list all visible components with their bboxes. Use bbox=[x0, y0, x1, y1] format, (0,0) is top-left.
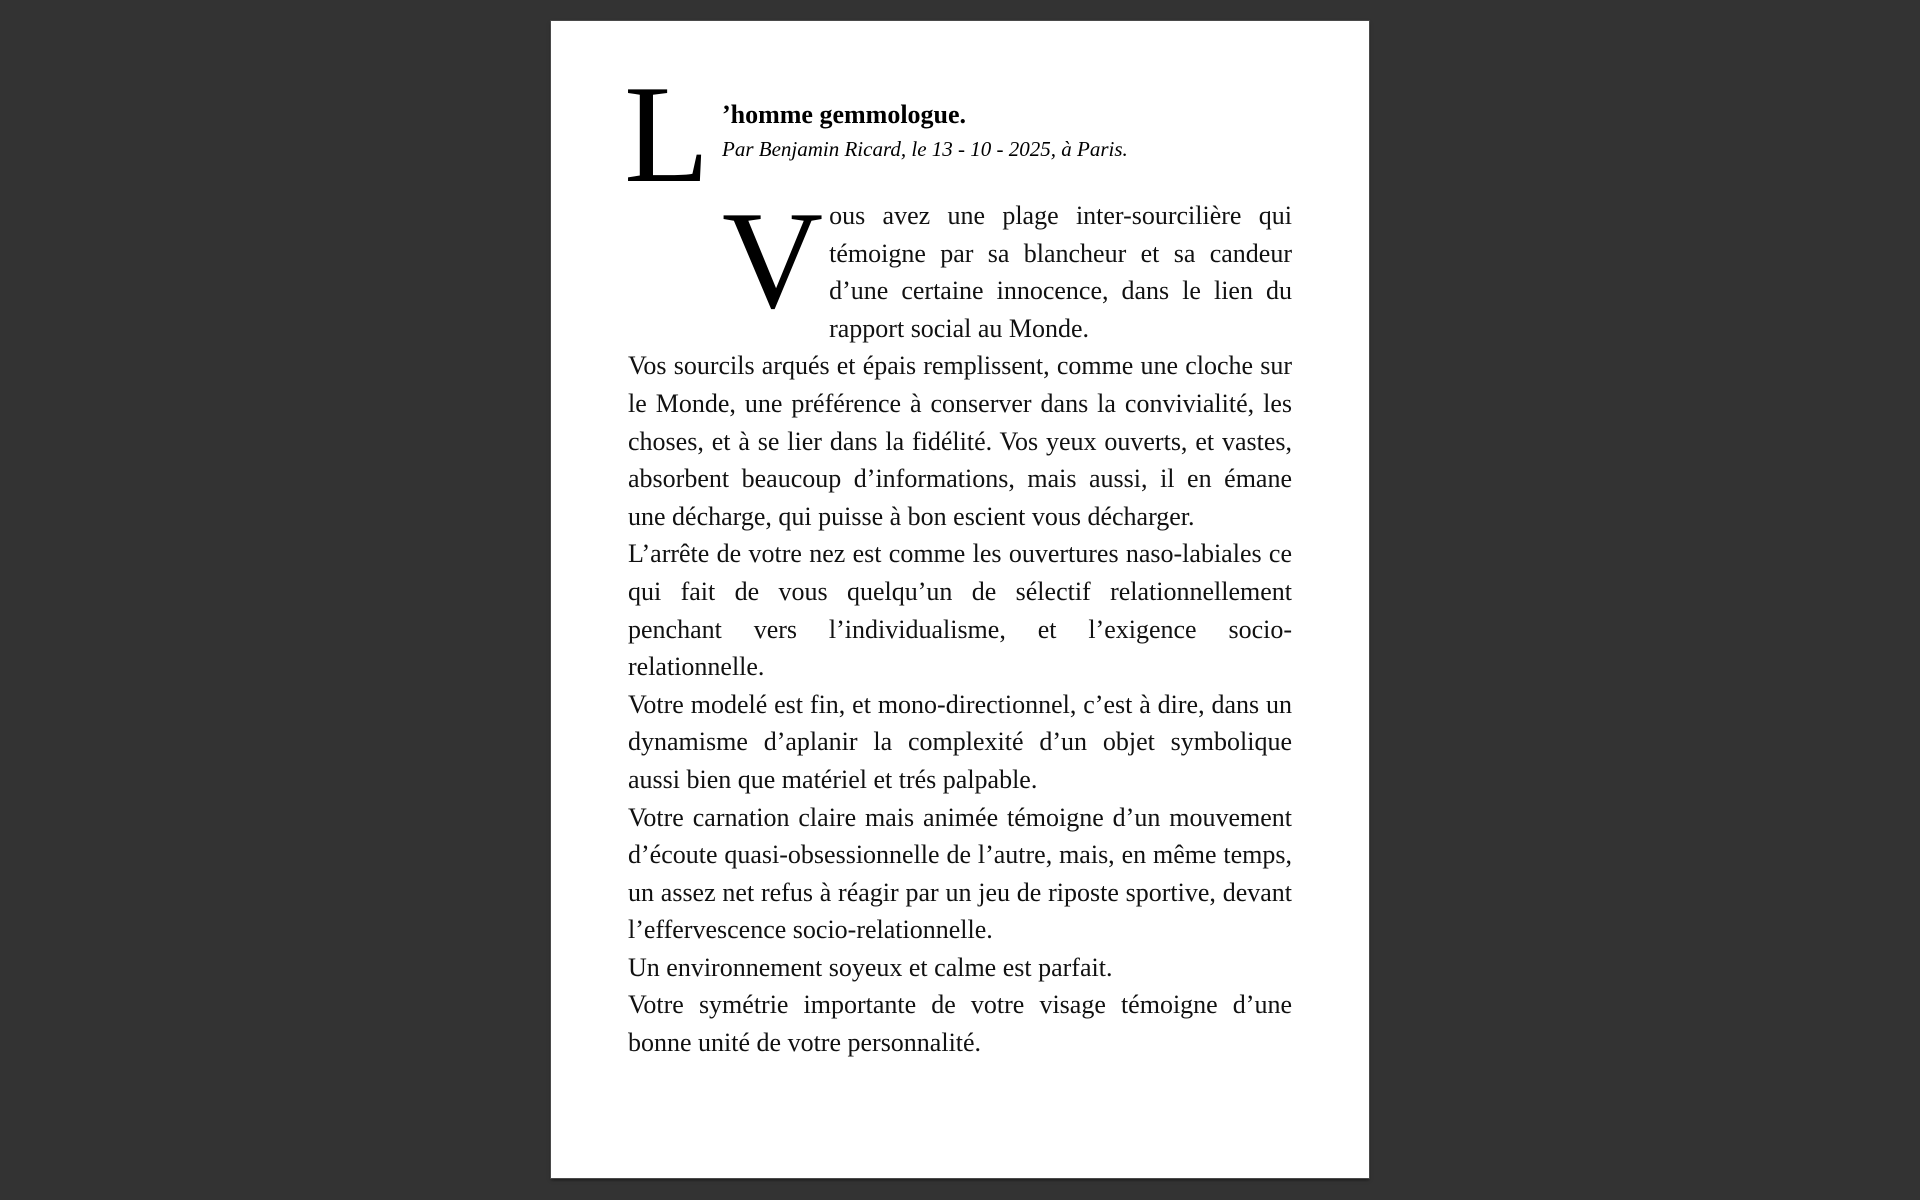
article-byline: Par Benjamin Ricard, le 13 - 10 - 2025, à Paris. bbox=[722, 137, 1128, 161]
paragraph: Un environnement soyeux et calme est parfait. bbox=[628, 952, 1113, 982]
paragraph: Votre modelé est fin, et mono-directionnel, c’est à dire, dans un dynamisme d’aplanir la complexité d’un objet symbolique aussi bien que matériel et trés palpable. bbox=[628, 689, 1292, 794]
article-title: ’homme gemmologue. bbox=[722, 100, 967, 129]
title-drop-cap: L bbox=[624, 57, 710, 212]
paragraph bbox=[628, 183, 1292, 347]
paragraph: Votre symétrie importante de votre visage témoigne d’une bonne unité de votre personnalité. bbox=[628, 990, 1292, 1058]
paragraph-text: ous avez une plage inter-sourcilière qui témoigne par sa blancheur et sa candeur d’une certaine innocence, dans le lien du rapport social au Monde. bbox=[829, 201, 1292, 343]
paragraph: Vos sourcils arqués et épais remplissent, comme une cloche sur le Monde, une préférence à conserver dans la convivialité, les choses, et à se lier dans la fidélité. Vos yeux ouverts, et vastes, absorbent beaucoup d’informations, mais aussi, il en émane une décharge, qui puisse à bon escient vous décharger. bbox=[628, 351, 1292, 531]
paragraph: L’arrête de votre nez est comme les ouvertures naso-labiales ce qui fait de vous quelqu’un de sélectif relationnellement penchant vers l’individualisme, et l’exigence socio-relationnelle. bbox=[628, 539, 1292, 682]
document-page bbox=[551, 21, 1369, 1178]
article-body bbox=[628, 183, 1292, 1062]
body-drop-cap: V bbox=[722, 183, 824, 338]
paragraph: Votre carnation claire mais animée témoigne d’un mouvement d’écoute quasi-obsessionnelle de l’autre, mais, en même temps, un assez net refus à réagir par un jeu de riposte sportive, devant l’effervescence socio-relationnelle. bbox=[628, 802, 1292, 945]
